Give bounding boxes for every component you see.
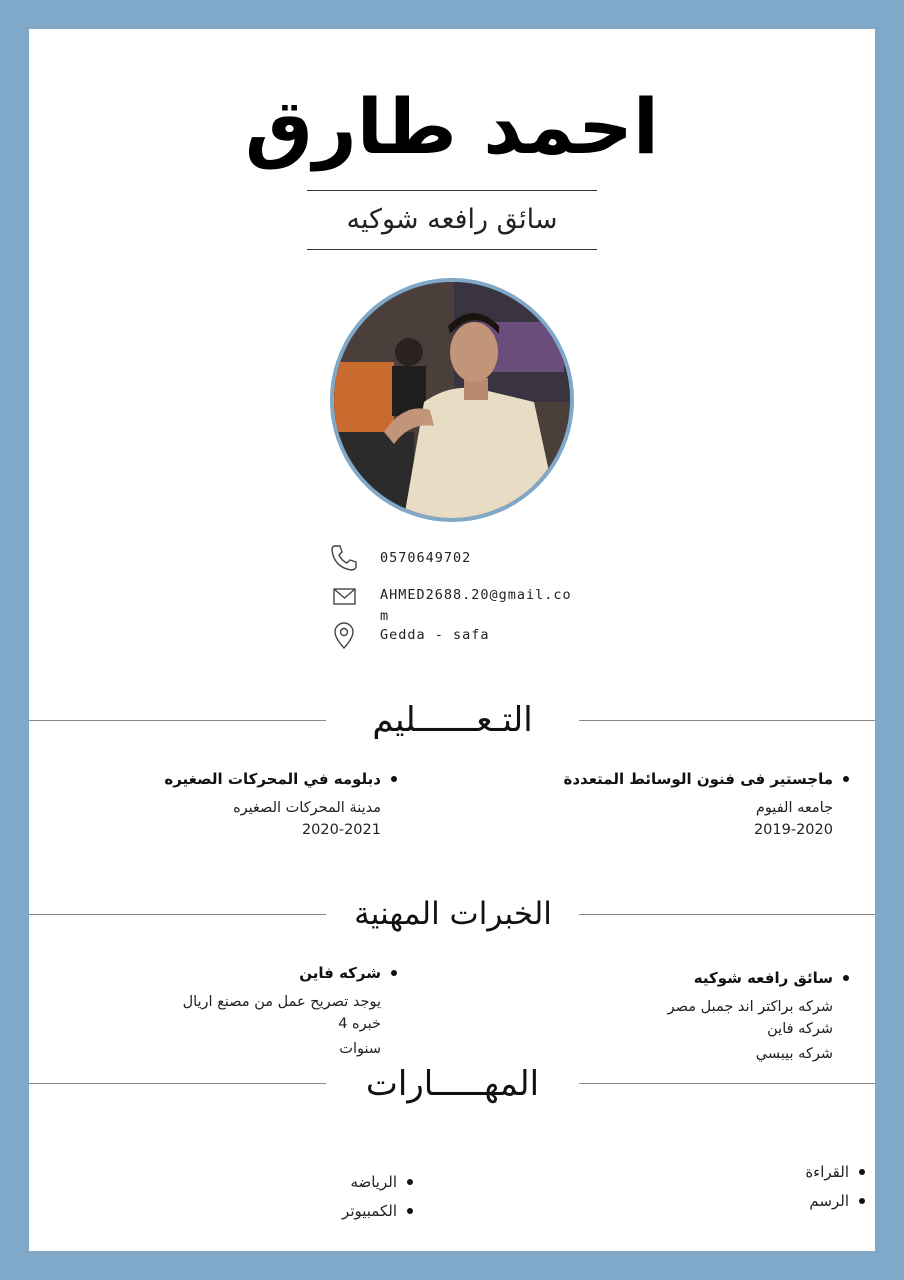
experience-line: سنوات [339, 1041, 381, 1057]
experience-line: شركه براكتر اند جمبل مصر [667, 999, 833, 1015]
experience-item [49, 961, 397, 1060]
education-degree: دبلومه في المحركات الصغيره [49, 767, 397, 791]
experience-title: الخبرات المهنية [354, 896, 552, 932]
experience-role: سائق رافعه شوكيه [509, 966, 849, 990]
education-years: 2020-2021 [301, 822, 381, 838]
skills-rule-left [29, 1083, 326, 1084]
location-pin-icon [329, 621, 359, 651]
title-top-rule [307, 190, 597, 191]
candidate-name: احمد طارق [245, 82, 659, 171]
experience-rule-right [579, 914, 875, 915]
skill-item: الكمبيوتر [197, 1199, 413, 1223]
location-text: Gedda - safa [380, 627, 490, 643]
experience-line: يوجد تصريح عمل من مصنع اريال [182, 994, 381, 1010]
education-item [49, 767, 397, 841]
email-address: AHMED2688.20@gmail.com [380, 587, 572, 624]
skill-item: الرياضه [197, 1170, 413, 1194]
experience-line: شركه بيبسي [755, 1046, 833, 1062]
experience-role: شركه فاين [49, 961, 397, 985]
experience-line: شركه فاين [767, 1021, 833, 1037]
education-school: مدينة المحركات الصغيره [233, 800, 381, 816]
title-bottom-rule [307, 249, 597, 250]
education-rule-right [579, 720, 875, 721]
mail-icon [329, 583, 359, 613]
resume-page [29, 29, 875, 1251]
education-item [509, 767, 849, 841]
profile-photo [330, 278, 574, 522]
phone-icon [329, 543, 359, 573]
experience-rule-left [29, 914, 326, 915]
experience-item [509, 966, 849, 1065]
education-rule-left [29, 720, 326, 721]
skills-rule-right [579, 1083, 875, 1084]
contact-location-row [329, 621, 629, 651]
phone-number: 0570649702 [380, 550, 472, 566]
skill-item: الرسم [649, 1189, 865, 1213]
education-title: التـعــــــليم [372, 700, 533, 740]
skills-title: المهـــــارات [365, 1064, 540, 1104]
skill-item: القراءة [649, 1160, 865, 1184]
contact-phone-row [329, 543, 629, 573]
experience-line: خبره 4 [338, 1016, 381, 1032]
education-years: 2019-2020 [753, 822, 833, 838]
education-school: جامعه الفيوم [755, 800, 833, 816]
education-degree: ماجستير فى فنون الوسائط المتعددة [509, 767, 849, 791]
job-title: سائق رافعه شوكيه [346, 204, 558, 235]
